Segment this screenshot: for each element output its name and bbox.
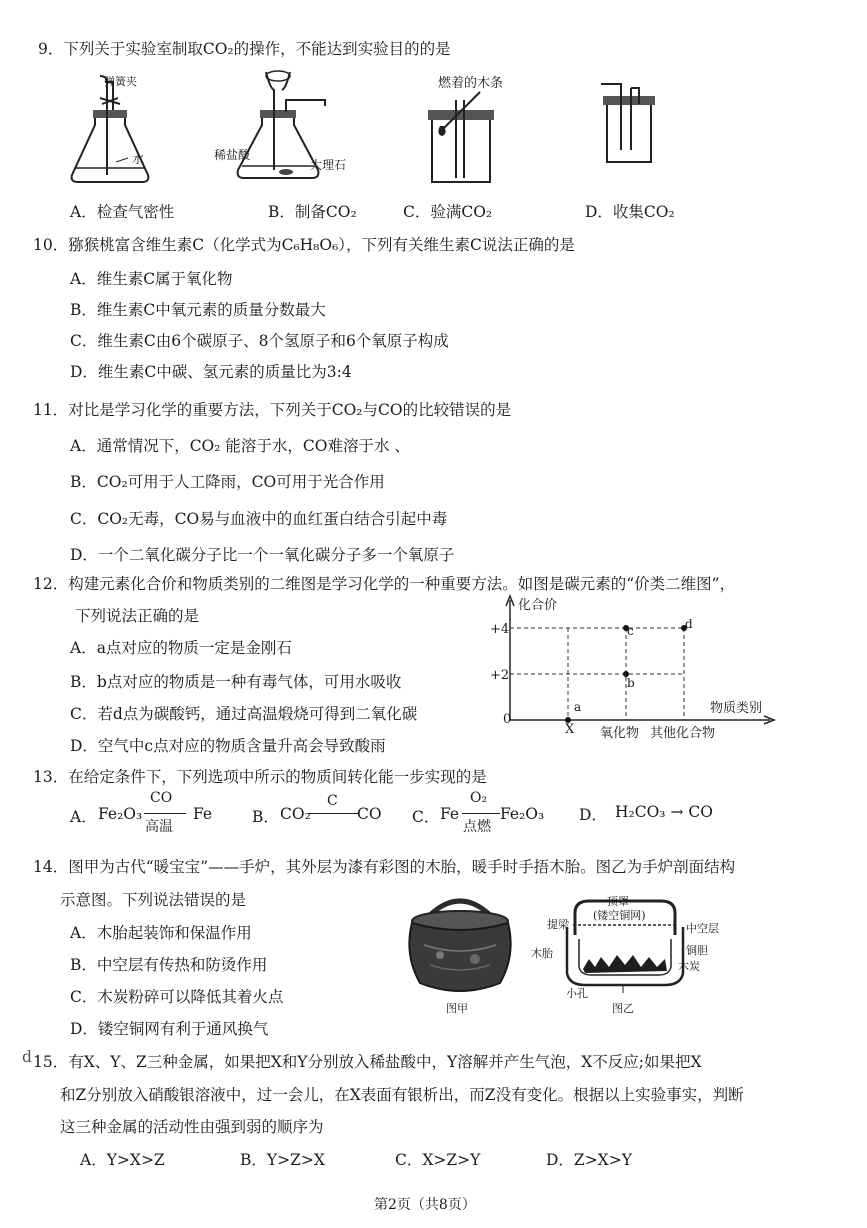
q10-option-b[interactable]: B．维生素C中氧元素的质量分数最大 <box>70 301 326 319</box>
label-cover-2: (镂空铜网) <box>593 909 646 922</box>
q11-option-b[interactable]: B．CO₂可用于人工降雨，CO可用于光合作用 <box>70 473 385 491</box>
point-b-label: b <box>627 676 635 690</box>
label-liner: 铜胆 <box>686 944 708 957</box>
q14-option-b[interactable]: B．中空层有传热和防烫作用 <box>70 956 268 974</box>
q11-option-d[interactable]: D．一个二氧化碳分子比一个一氧化碳分子多一个氧原子 <box>70 546 455 564</box>
q15-margin-mark: d <box>22 1048 32 1066</box>
q14-stem-2: 示意图。下列说法错误的是 <box>60 891 247 909</box>
page-footer: 第2页（共8页） <box>374 1197 476 1213</box>
chart-y-tick-0: 0 <box>503 712 512 727</box>
q9-option-b[interactable]: B．制备CO₂ <box>268 203 357 221</box>
q13-c-right: Fe₂O₃ <box>500 805 545 823</box>
q13-stem: 13．在给定条件下，下列选项中所示的物质间转化能一步实现的是 <box>33 768 487 786</box>
apparatus-c-diagram <box>420 90 510 190</box>
q15-option-a[interactable]: A．Y>X>Z <box>80 1151 165 1169</box>
q15-option-d[interactable]: D．Z>X>Y <box>546 1151 632 1169</box>
chart-y-axis-label: 化合价 <box>518 598 558 613</box>
point-a-label: a <box>574 700 582 714</box>
q9-option-c[interactable]: C．验满CO₂ <box>403 203 493 221</box>
q13-a-left: Fe₂O₃ <box>98 805 143 823</box>
q10-option-c[interactable]: C．维生素C由6个碳原子、8个氢原子和6个氧原子构成 <box>70 332 449 350</box>
q13-option-b-letter[interactable]: B． <box>252 808 279 826</box>
chart-x-cat-other: 其他化合物 <box>650 726 716 741</box>
q9-option-d[interactable]: D．收集CO₂ <box>585 203 675 221</box>
label-wood: 木胎 <box>531 947 553 960</box>
q13-b-right: CO <box>357 805 382 823</box>
chart-y-tick-2: +2 <box>490 668 510 683</box>
q12-option-c[interactable]: C．若d点为碳酸钙，通过高温煅烧可得到二氧化碳 <box>70 705 418 723</box>
q12-stem-2: 下列说法正确的是 <box>75 607 200 625</box>
q15-line-2: 和Z分别放入硝酸银溶液中，过一会儿，在X表面有银析出，而Z没有变化。根据以上实验事实，判断 <box>60 1086 744 1104</box>
q13-option-d-letter[interactable]: D． <box>579 806 607 824</box>
label-charcoal: 木炭 <box>678 960 700 973</box>
q11-option-a[interactable]: A．通常情况下，CO₂ 能溶于水，CO难溶于水 、 <box>70 437 410 455</box>
point-d-label: d <box>685 617 693 631</box>
q13-option-c-letter[interactable]: C． <box>412 808 440 826</box>
q13-c-top: O₂ <box>470 790 488 806</box>
q13-c-bottom: 点燃 <box>463 819 491 835</box>
q13-b-left: CO₂ <box>280 805 311 823</box>
q14-option-c[interactable]: C．木炭粉碎可以降低其着火点 <box>70 988 284 1006</box>
q15-line-3: 这三种金属的活动性由强到弱的顺序为 <box>60 1118 324 1136</box>
q15-line-1: 15．有X、Y、Z三种金属，如果把X和Y分别放入稀盐酸中，Y溶解并产生气泡，X不反应;如果把X <box>33 1053 702 1071</box>
q13-c-arrow-line <box>462 813 500 814</box>
q12-option-b[interactable]: B．b点对应的物质是一种有毒气体，可用水吸收 <box>70 673 402 691</box>
q15-option-b[interactable]: B．Y>Z>X <box>240 1151 325 1169</box>
q13-a-bottom: 高温 <box>145 819 173 835</box>
label-hole: 小孔 <box>566 987 588 1000</box>
label-hollow: 中空层 <box>686 922 719 935</box>
point-c-label: c <box>627 624 634 638</box>
q13-b-top: C <box>327 793 338 809</box>
q9-stem: 9．下列关于实验室制取CO₂的操作，不能达到实验目的的是 <box>38 40 451 58</box>
q10-stem: 10．猕猴桃富含维生素C（化学式为C₆H₈O₆），下列有关维生素C说法正确的是 <box>33 236 575 254</box>
q14-option-a[interactable]: A．木胎起装饰和保温作用 <box>70 924 252 942</box>
q13-b-arrow-line <box>308 813 358 814</box>
label-stick: 燃着的木条 <box>438 76 504 91</box>
label-clip: 弹簧夹 <box>104 75 137 88</box>
label-cover: 顶罩 <box>607 895 629 908</box>
q14-option-d[interactable]: D．镂空铜网有利于通风换气 <box>70 1020 269 1038</box>
q13-a-top: CO <box>150 790 173 806</box>
chart-y-tick-4: +4 <box>490 622 510 637</box>
q12-stem: 12．构建元素化合价和物质类别的二维图是学习化学的一种重要方法。如图是碳元素的“价类二维图”， <box>33 575 736 593</box>
q13-a-arrow-line <box>144 813 186 814</box>
chart-x-axis-label: 物质类别 <box>710 701 763 716</box>
q12-option-a[interactable]: A．a点对应的物质一定是金刚石 <box>70 639 292 657</box>
label-marble: 大理石 <box>310 158 347 172</box>
q12-option-d[interactable]: D．空气中c点对应的物质含量升高会导致酸雨 <box>70 737 386 755</box>
label-fig-a: 图甲 <box>446 1002 468 1015</box>
chart-x-cat-x: X <box>565 722 575 737</box>
apparatus-b-diagram <box>230 70 370 190</box>
label-fig-b: 图乙 <box>612 1002 634 1015</box>
q11-option-c[interactable]: C．CO₂无毒，CO易与血液中的血红蛋白结合引起中毒 <box>70 510 448 528</box>
chart-x-cat-oxide: 氧化物 <box>600 726 640 741</box>
label-water: 水 <box>132 152 145 166</box>
label-handle: 提梁 <box>547 918 569 931</box>
q13-option-a-letter[interactable]: A． <box>70 808 97 826</box>
q9-option-a[interactable]: A．检查气密性 <box>70 203 175 221</box>
q15-option-c[interactable]: C．X>Z>Y <box>395 1151 481 1169</box>
q13-a-right: Fe <box>193 805 213 823</box>
hand-warmer-photo <box>400 895 520 1005</box>
apparatus-d-diagram <box>595 80 665 180</box>
q14-stem: 14．图甲为古代“暖宝宝”——手炉，其外层为漆有彩图的木胎，暖手时手捂木胎。图乙为手炉剖面结构 <box>33 858 736 876</box>
q10-option-d[interactable]: D．维生素C中碳、氢元素的质量比为3:4 <box>70 363 352 381</box>
q11-stem: 11．对比是学习化学的重要方法，下列关于CO₂与CO的比较错误的是 <box>33 401 512 419</box>
q13-d-text: H₂CO₃ → CO <box>615 803 713 821</box>
q10-option-a[interactable]: A．维生素C属于氧化物 <box>70 270 233 288</box>
label-acid: 稀盐酸 <box>214 148 251 162</box>
q13-c-left: Fe <box>440 805 460 823</box>
